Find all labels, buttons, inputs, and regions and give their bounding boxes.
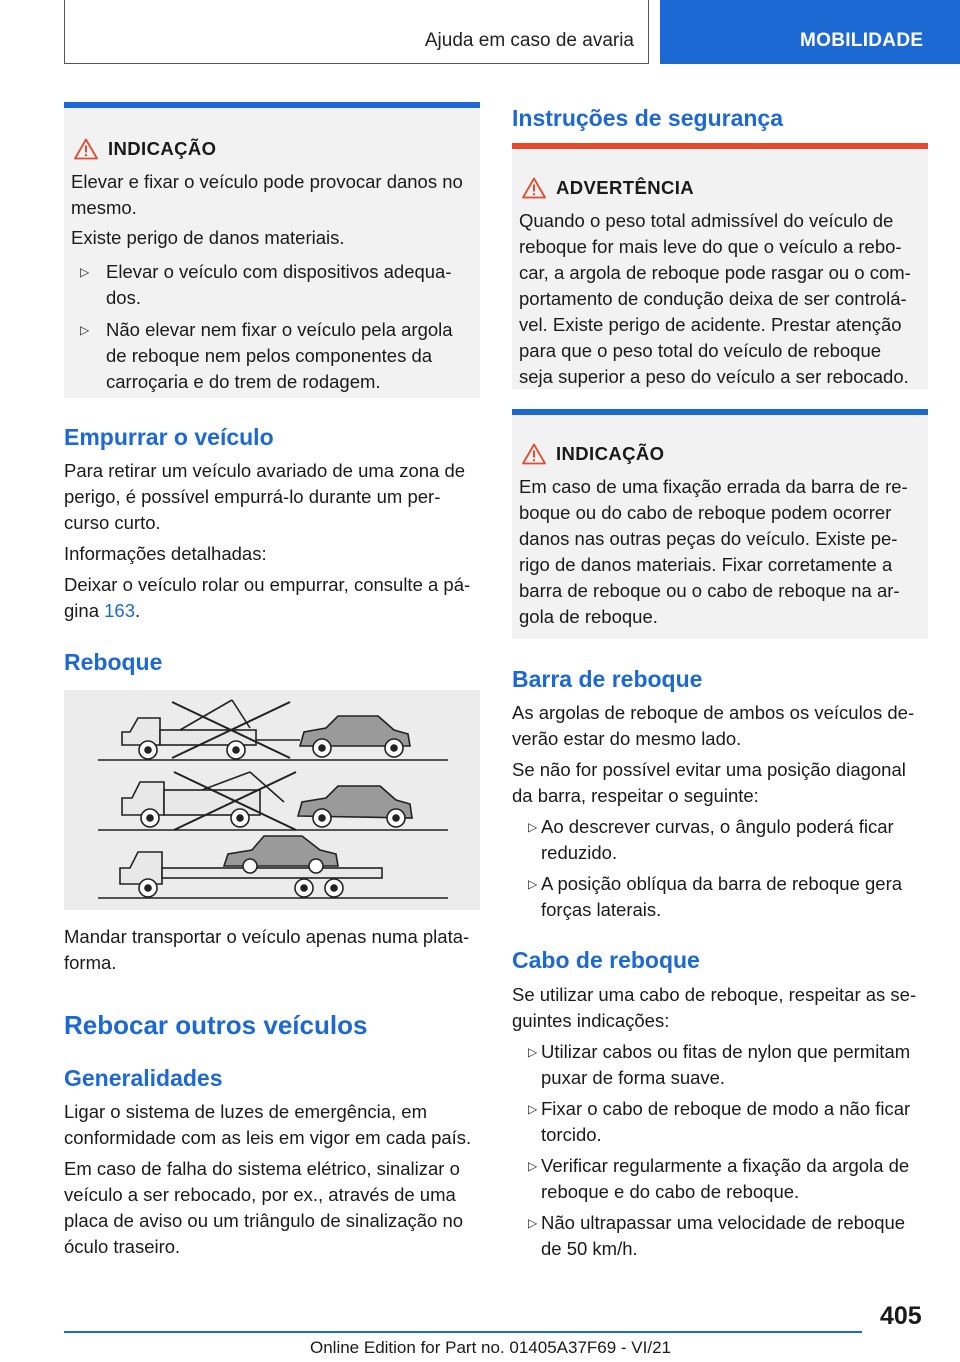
paragraph-line: óculo traseiro. xyxy=(64,1236,181,1257)
notice-text-line: Existe perigo de danos materiais. xyxy=(71,227,345,248)
tow-truck-diagram xyxy=(64,690,480,910)
notice-box-lifting xyxy=(64,102,480,398)
paragraph-line: placa de aviso ou um triângulo de sinalização no xyxy=(64,1210,464,1231)
chapter-title: MOBILIDADE xyxy=(800,30,924,51)
warning-box xyxy=(512,143,928,389)
heading-tow-bar: Barra de reboque xyxy=(512,666,703,692)
towing-illustration xyxy=(64,690,480,910)
notice-title: INDICAÇÃO xyxy=(108,138,217,159)
warning-text-line: vel. Existe perigo de acidente. Prestar atenção xyxy=(519,314,902,335)
paragraph-line: As argolas de reboque de ambos os veículos de- xyxy=(512,702,915,723)
list-item: Utilizar cabos ou fitas de nylon que permitam puxar de forma suave. xyxy=(541,1041,911,1088)
list-item: Elevar o veículo com dispositivos adequa- dos. xyxy=(106,261,452,308)
notice-text-line: barra de reboque ou o cabo de reboque na ar- xyxy=(519,580,900,601)
footer-divider xyxy=(64,1331,862,1333)
notice-box-towbar xyxy=(512,409,928,639)
heading-safety-instructions: Instruções de segurança xyxy=(512,105,783,131)
list-item: Não ultrapassar uma velocidade de reboque de 50 km/h. xyxy=(541,1212,906,1259)
warning-triangle-icon xyxy=(522,177,546,199)
bullet-icon: ▷ xyxy=(528,1216,538,1230)
notice-text-line: gola de reboque. xyxy=(519,606,658,627)
notice-text-line: boque ou do cabo de reboque podem ocorrer xyxy=(519,502,892,523)
notice-title: INDICAÇÃO xyxy=(556,443,665,464)
notice-text-line: danos nas outras peças do veículo. Existe pe- xyxy=(519,528,898,549)
page-number: 405 xyxy=(880,1302,922,1330)
paragraph-line: verão estar do mesmo lado. xyxy=(512,728,742,749)
paragraph-line: da barra, respeitar o seguinte: xyxy=(512,785,759,806)
paragraph-line: guintes indicações: xyxy=(512,1010,670,1031)
paragraph-line: Se não for possível evitar uma posição diagonal xyxy=(512,759,906,780)
warning-title: ADVERTÊNCIA xyxy=(556,177,695,198)
paragraph-line: Deixar o veículo rolar ou empurrar, consulte a pá- xyxy=(64,574,471,595)
heading-tow-other-vehicles: Rebocar outros veículos xyxy=(64,1010,368,1040)
notice-text-line: mesmo. xyxy=(71,197,137,218)
bullet-icon: ▷ xyxy=(528,1102,538,1116)
bullet-icon: ▷ xyxy=(528,1159,538,1173)
bullet-icon: ▷ xyxy=(528,1045,538,1059)
figure-caption-line: Mandar transportar o veículo apenas numa plata- xyxy=(64,926,470,947)
bullet-icon: ▷ xyxy=(80,323,90,337)
page-reference-link[interactable]: 163 xyxy=(104,600,135,621)
warning-text-line: seja superior a peso do veículo a ser rebocado. xyxy=(519,366,909,387)
section-title: Ajuda em caso de avaria xyxy=(424,30,634,51)
notice-text-line: rigo de danos materiais. Fixar corretamente a xyxy=(519,554,893,575)
heading-push-vehicle: Empurrar o veículo xyxy=(64,424,274,450)
bullet-icon: ▷ xyxy=(528,877,538,891)
figure-caption-line: forma. xyxy=(64,952,117,973)
paragraph-line: perigo, é possível empurrá-lo durante um per- xyxy=(64,486,441,507)
list-item: A posição oblíqua da barra de reboque gera forças laterais. xyxy=(541,873,903,920)
notice-text-line: Elevar e fixar o veículo pode provocar danos no xyxy=(71,171,463,192)
warning-triangle-icon xyxy=(74,138,98,160)
notice-text-line: Em caso de uma fixação errada da barra de re- xyxy=(519,476,908,497)
paragraph-line: Para retirar um veículo avariado de uma zona de xyxy=(64,460,466,481)
warning-text-line: portamento de condução deixa de ser controlá- xyxy=(519,288,907,309)
footer-edition: Online Edition for Part no. 01405A37F69 - VI/21 xyxy=(310,1338,672,1357)
warning-text-line: car, a argola de reboque pode rasgar ou o com- xyxy=(519,262,911,283)
paragraph-line: veículo a ser rebocado, por ex., através de uma xyxy=(64,1184,456,1205)
list-item: Verificar regularmente a fixação da argola de reboque e do cabo de reboque. xyxy=(541,1155,910,1202)
warning-triangle-icon xyxy=(522,443,546,465)
paragraph-line: Informações detalhadas: xyxy=(64,543,267,564)
list-item: Ao descrever curvas, o ângulo poderá ficar reduzido. xyxy=(541,816,894,863)
heading-tow-rope: Cabo de reboque xyxy=(512,947,700,973)
subheading-general: Generalidades xyxy=(64,1065,223,1091)
paragraph-line: conformidade com as leis em vigor em cada país. xyxy=(64,1127,472,1148)
paragraph-line: Se utilizar uma cabo de reboque, respeitar as se- xyxy=(512,984,917,1005)
paragraph-line: Em caso de falha do sistema elétrico, sinalizar o xyxy=(64,1158,460,1179)
warning-text-line: para que o peso total do veículo de reboque xyxy=(519,340,882,361)
bullet-icon: ▷ xyxy=(528,820,538,834)
paragraph-line: Ligar o sistema de luzes de emergência, em xyxy=(64,1101,427,1122)
warning-text-line: reboque for mais leve do que o veículo a rebo- xyxy=(519,236,902,257)
list-item: Fixar o cabo de reboque de modo a não ficar torcido. xyxy=(541,1098,911,1145)
header-chapter-tab xyxy=(660,0,960,64)
header-section-tab xyxy=(64,0,649,64)
warning-text-line: Quando o peso total admissível do veículo de xyxy=(519,210,894,231)
paragraph-line: curso curto. xyxy=(64,512,161,533)
heading-towing: Reboque xyxy=(64,649,163,675)
list-item: Não elevar nem fixar o veículo pela argola de reboque nem pelos componentes da carroçaria e do trem de rodagem. xyxy=(106,319,453,392)
paragraph-line: gina 163. xyxy=(64,600,141,621)
bullet-icon: ▷ xyxy=(80,265,90,279)
